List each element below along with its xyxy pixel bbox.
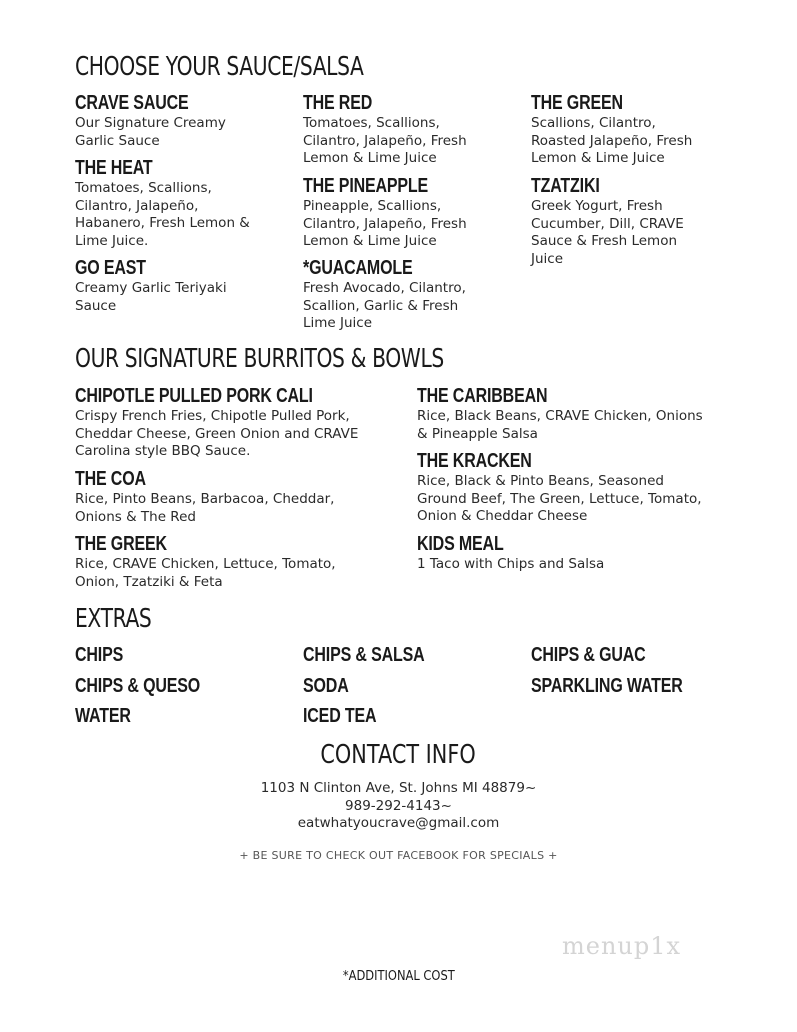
item-desc [417, 556, 604, 574]
desc-line: Ground Beef, The Green, Lettuce, Tomato, [417, 490, 702, 507]
sauce-section-title: CHOOSE YOUR SAUCE/SALSA [75, 52, 364, 82]
item-desc [75, 556, 336, 591]
sauce-item-the-heat [75, 157, 250, 250]
item-name: GO EAST [75, 257, 146, 279]
sauce-item-go-east [75, 257, 227, 315]
desc-line: Garlic Sauce [75, 132, 160, 149]
extra-item-iced-tea: ICED TEA [303, 705, 377, 727]
burrito-item-the-coa [75, 468, 334, 526]
contact-address: 1103 N Clinton Ave, St. Johns MI 48879~ [260, 780, 537, 796]
desc-line: Tomatoes, Scallions, [75, 180, 212, 196]
extras-section-title: EXTRAS [75, 604, 152, 634]
sauce-item-the-pineapple [303, 175, 467, 251]
extra-item-sparkling-water: SPARKLING WATER [531, 675, 683, 697]
desc-line: Lemon & Lime Juice [531, 150, 665, 166]
item-desc [75, 408, 372, 461]
desc-line: Lemon & Lime Juice [303, 233, 437, 249]
desc-line: Our Signature Creamy [75, 115, 226, 131]
sauce-item-the-green [531, 92, 692, 168]
desc-line: Rice, Pinto Beans, Barbacoa, Cheddar, [75, 491, 335, 507]
watermark-logo: menup1x [562, 932, 682, 960]
burrito-item-the-caribbean [417, 385, 703, 443]
item-name: THE COA [75, 468, 146, 490]
desc-line: Scallion, Garlic & Fresh [303, 297, 459, 314]
burrito-item-the-greek [75, 533, 336, 591]
desc-line: Creamy Garlic Teriyaki [75, 280, 227, 296]
desc-line: Lime Juice [303, 315, 373, 331]
item-desc [75, 280, 227, 315]
footnote-text: *ADDITIONAL COST [342, 968, 455, 984]
desc-line: Sauce [75, 297, 117, 314]
item-name: THE KRACKEN [417, 450, 532, 472]
sauce-item-crave-sauce [75, 92, 226, 150]
item-desc [531, 198, 684, 268]
item-desc [75, 491, 334, 526]
item-name: CRAVE SAUCE [75, 92, 189, 114]
sauce-item-tzatziki [531, 175, 684, 268]
extra-item-chips: CHIPS [75, 644, 124, 666]
extra-item-chips-queso: CHIPS & QUESO [75, 675, 201, 697]
desc-line: Sauce & Fresh Lemon [531, 233, 678, 249]
desc-line: Fresh Avocado, Cilantro, [303, 280, 466, 296]
desc-line: Carolina style BBQ Sauce. [75, 443, 251, 459]
desc-line: Onion & Cheddar Cheese [417, 508, 588, 524]
desc-line: Crispy French Fries, Chipotle Pulled Pork, [75, 408, 350, 424]
desc-line: Onion, Tzatziki & Feta [75, 573, 223, 590]
desc-line: Cheddar Cheese, Green Onion and CRAVE [75, 425, 359, 442]
desc-line: Tomatoes, Scallions, [303, 115, 440, 131]
desc-line: 1 Taco with Chips and Salsa [417, 556, 605, 572]
desc-line: Pineapple, Scallions, [303, 198, 442, 214]
sauce-item-guacamole [303, 257, 466, 333]
desc-line: Habanero, Fresh Lemon & [75, 215, 250, 231]
desc-line: Rice, Black Beans, CRAVE Chicken, Onions [417, 408, 703, 424]
item-name: THE PINEAPPLE [303, 175, 429, 197]
desc-line: Cilantro, Jalapeño, Fresh [303, 132, 467, 149]
desc-line: Cilantro, Jalapeño, [75, 197, 199, 214]
facebook-note: + BE SURE TO CHECK OUT FACEBOOK FOR SPECIALS + [239, 849, 558, 862]
burrito-item-chipotle-pulled-pork-cali [75, 385, 372, 461]
desc-line: Juice [531, 250, 564, 267]
item-name: KIDS MEAL [417, 533, 504, 555]
item-name: *GUACAMOLE [303, 257, 413, 279]
item-desc [75, 180, 250, 250]
item-desc [75, 115, 226, 150]
desc-line: Onions & The Red [75, 508, 196, 525]
desc-line: Cilantro, Jalapeño, Fresh [303, 215, 467, 232]
desc-line: Lime Juice. [75, 232, 149, 249]
item-desc [417, 473, 702, 526]
desc-line: & Pineapple Salsa [417, 425, 538, 442]
item-name: THE CARIBBEAN [417, 385, 548, 407]
item-name: THE HEAT [75, 157, 153, 179]
contact-email: eatwhatyoucrave@gmail.com [297, 815, 500, 831]
sauce-item-the-red [303, 92, 467, 168]
desc-line: Roasted Jalapeño, Fresh [531, 132, 693, 149]
burrito-item-kids-meal [417, 533, 604, 574]
desc-line: Greek Yogurt, Fresh [531, 198, 663, 214]
desc-line: Cucumber, Dill, CRAVE [531, 215, 684, 232]
burrito-item-the-kracken [417, 450, 702, 526]
item-desc [417, 408, 703, 443]
item-name: THE GREEK [75, 533, 167, 555]
item-desc [531, 115, 692, 168]
desc-line: Rice, CRAVE Chicken, Lettuce, Tomato, [75, 556, 336, 572]
item-desc [303, 198, 467, 251]
item-name: TZATZIKI [531, 175, 600, 197]
contact-title [0, 740, 797, 770]
item-name: CHIPOTLE PULLED PORK CALI [75, 385, 313, 407]
additional-cost-footnote [0, 968, 797, 984]
burrito-section-title: OUR SIGNATURE BURRITOS & BOWLS [75, 344, 444, 374]
item-desc [303, 115, 467, 168]
contact-phone: 989-292-4143~ [345, 798, 452, 814]
desc-line: Rice, Black & Pinto Beans, Seasoned [417, 473, 664, 489]
extra-item-chips-guac: CHIPS & GUAC [531, 644, 646, 666]
contact-title-text: CONTACT INFO [320, 740, 477, 770]
extra-item-chips-salsa: CHIPS & SALSA [303, 644, 425, 666]
desc-line: Scallions, Cilantro, [531, 115, 656, 131]
extra-item-water: WATER [75, 705, 131, 727]
item-name: THE GREEN [531, 92, 623, 114]
item-desc [303, 280, 466, 333]
extra-item-soda: SODA [303, 675, 349, 697]
desc-line: Lemon & Lime Juice [303, 150, 437, 166]
item-name: THE RED [303, 92, 373, 114]
